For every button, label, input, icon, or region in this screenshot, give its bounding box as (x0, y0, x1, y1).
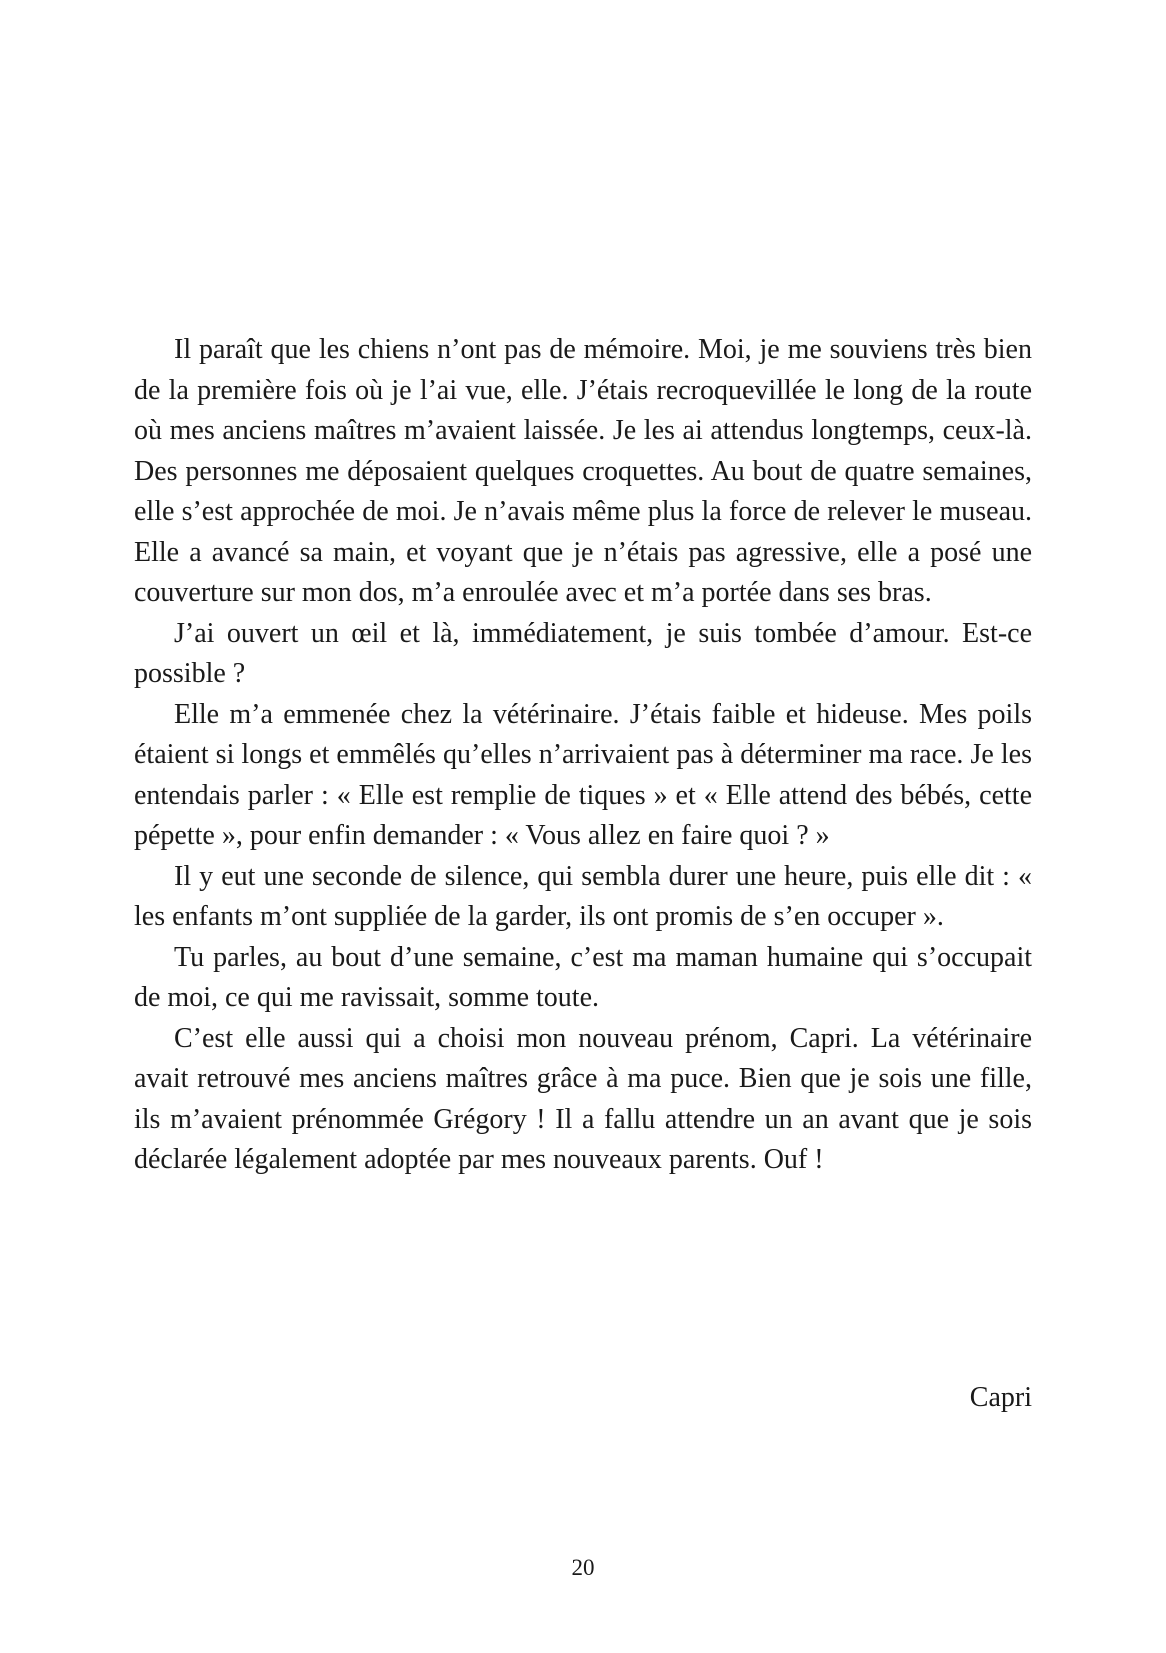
paragraph-6: C’est elle aussi qui a choisi mon nouveau prénom, Capri. La vétérinaire avait retrouvé mes anciens maîtres grâce à ma puce. Bien que je sois une fille, ils m’avaient prénommée Grégory ! Il a fallu attendre un an avant que je sois déclarée légalement adoptée par mes nouveaux parents. Ouf ! (134, 1022, 1032, 1175)
paragraph-3: Elle m’a emmenée chez la vétérinaire. J’étais faible et hideuse. Mes poils étaient si longs et emmêlés qu’elles n’arrivaient pas à déterminer ma race. Je les entendais parler : « Elle est remplie de tiques » et « Elle attend des bébés, cette pépette », pour enfin demander : « Vous allez en faire quoi ? » (134, 698, 1032, 851)
paragraph-1: Il paraît que les chiens n’ont pas de mémoire. Moi, je me souviens très bien de la première fois où je l’ai vue, elle. J’étais recroquevillée le long de la route où mes anciens maîtres m’avaient laissée. Je les ai attendus longtemps, ceux-là. Des personnes me déposaient quelques croquettes. Au bout de quatre semaines, elle s’est approchée de moi. Je n’avais même plus la force de relever le museau. Elle a avancé sa main, et voyant que je n’étais pas agressive, elle a posé une couverture sur mon dos, m’a enroulée avec et m’a portée dans ses bras. (134, 334, 1032, 608)
signature: Capri (969, 1382, 1032, 1413)
paragraph-2: J’ai ouvert un œil et là, immédiatement, je suis tombée d’amour. Est-ce possible ? (134, 617, 1032, 689)
page-number: 20 (571, 1555, 595, 1580)
paragraph-4: Il y eut une seconde de silence, qui sembla durer une heure, puis elle dit : « les enfants m’ont suppliée de la garder, ils ont promis de s’en occuper ». (134, 860, 1032, 932)
story-text (134, 330, 1032, 1181)
paragraph-5: Tu parles, au bout d’une semaine, c’est ma maman humaine qui s’occupait de moi, ce qui me ravissait, somme toute. (134, 941, 1032, 1013)
